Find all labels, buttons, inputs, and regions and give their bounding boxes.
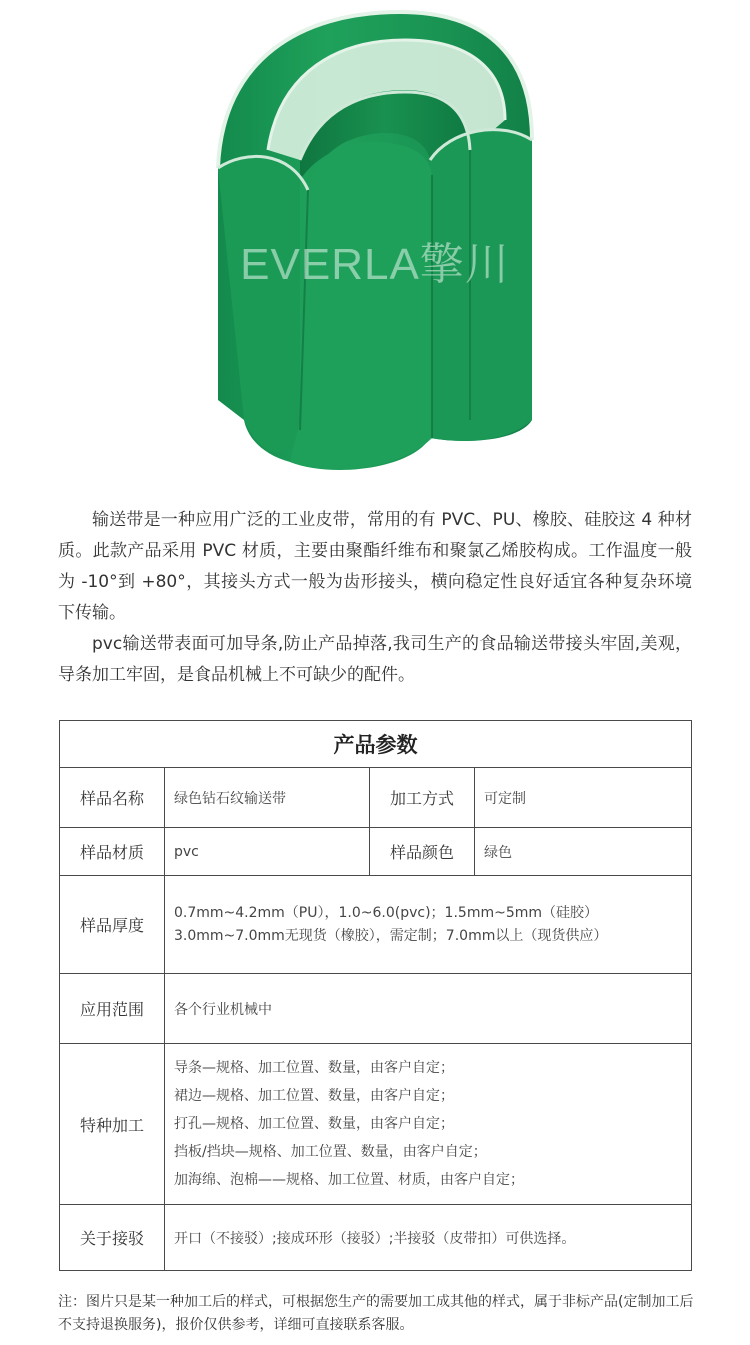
table-row <box>60 768 692 828</box>
special-processing-line: 打孔—规格、加工位置、数量，由客户自定； <box>174 1116 454 1132</box>
special-processing-line: 加海绵、泡棉——规格、加工位置、材质，由客户自定； <box>174 1172 524 1188</box>
thickness-line: 3.0mm~7.0mm无现货（橡胶），需定制；7.0mm以上（现货供应） <box>174 927 608 944</box>
table-row <box>60 974 692 1044</box>
processing-method-value: 可定制 <box>475 768 692 828</box>
table-title: 产品参数 <box>60 721 692 768</box>
splice-value: 开口（不接驳）;接成环形（接驳）;半接驳（皮带扣）可供选择。 <box>165 1205 692 1271</box>
table-row <box>60 828 692 876</box>
sample-name-label: 样品名称 <box>60 768 165 828</box>
special-processing-line: 导条—规格、加工位置、数量，由客户自定； <box>174 1060 454 1076</box>
splice-label: 关于接驳 <box>60 1205 165 1271</box>
sample-material-label: 样品材质 <box>60 828 165 876</box>
table-row <box>60 876 692 974</box>
processing-method-label: 加工方式 <box>370 768 475 828</box>
brand-watermark: EVERLA擎川 <box>240 240 510 289</box>
sample-color-label: 样品颜色 <box>370 828 475 876</box>
sample-material-value: pvc <box>165 828 370 876</box>
footnote: 注：图片只是某一种加工后的样式，可根据您生产的需要加工成其他的样式，属于非标产品(定制加工后不支持退换服务)，报价仅供参考，详细可直接联系客服。 <box>58 1294 694 1333</box>
special-processing-value <box>165 1044 692 1205</box>
application-scope-value: 各个行业机械中 <box>165 974 692 1044</box>
sample-thickness-label: 样品厚度 <box>60 876 165 974</box>
product-photo <box>0 0 750 490</box>
product-description <box>58 505 692 691</box>
sample-color-value: 绿色 <box>475 828 692 876</box>
special-processing-label: 特种加工 <box>60 1044 165 1205</box>
thickness-line: 0.7mm~4.2mm（PU），1.0~6.0(pvc)；1.5mm~5mm（硅胶） <box>174 904 599 921</box>
table-title-row <box>60 721 692 768</box>
product-parameters-table <box>59 720 692 1271</box>
table-row <box>60 1205 692 1271</box>
sample-name-value: 绿色钻石纹输送带 <box>165 768 370 828</box>
special-processing-line: 挡板/挡块—规格、加工位置、数量，由客户自定； <box>174 1144 487 1160</box>
sample-thickness-value <box>165 876 692 974</box>
description-paragraph-1: 输送带是一种应用广泛的工业皮带，常用的有 PVC、PU、橡胶、硅胶这 4 种材质。此款产品采用 PVC 材质，主要由聚酯纤维布和聚氯乙烯胶构成。工作温度一般为 -10°到 +80°，其接头方式一般为齿形接头，横向稳定性良好适宜各种复杂环境下传输。 <box>58 510 692 623</box>
description-paragraph-2: pvc输送带表面可加导条,防止产品掉落,我司生产的食品输送带接头牢固,美观，导条加工牢固，是食品机械上不可缺少的配件。 <box>58 634 692 685</box>
application-scope-label: 应用范围 <box>60 974 165 1044</box>
belt-front <box>290 142 432 469</box>
special-processing-line: 裙边—规格、加工位置、数量，由客户自定； <box>174 1088 454 1104</box>
table-row <box>60 1044 692 1205</box>
